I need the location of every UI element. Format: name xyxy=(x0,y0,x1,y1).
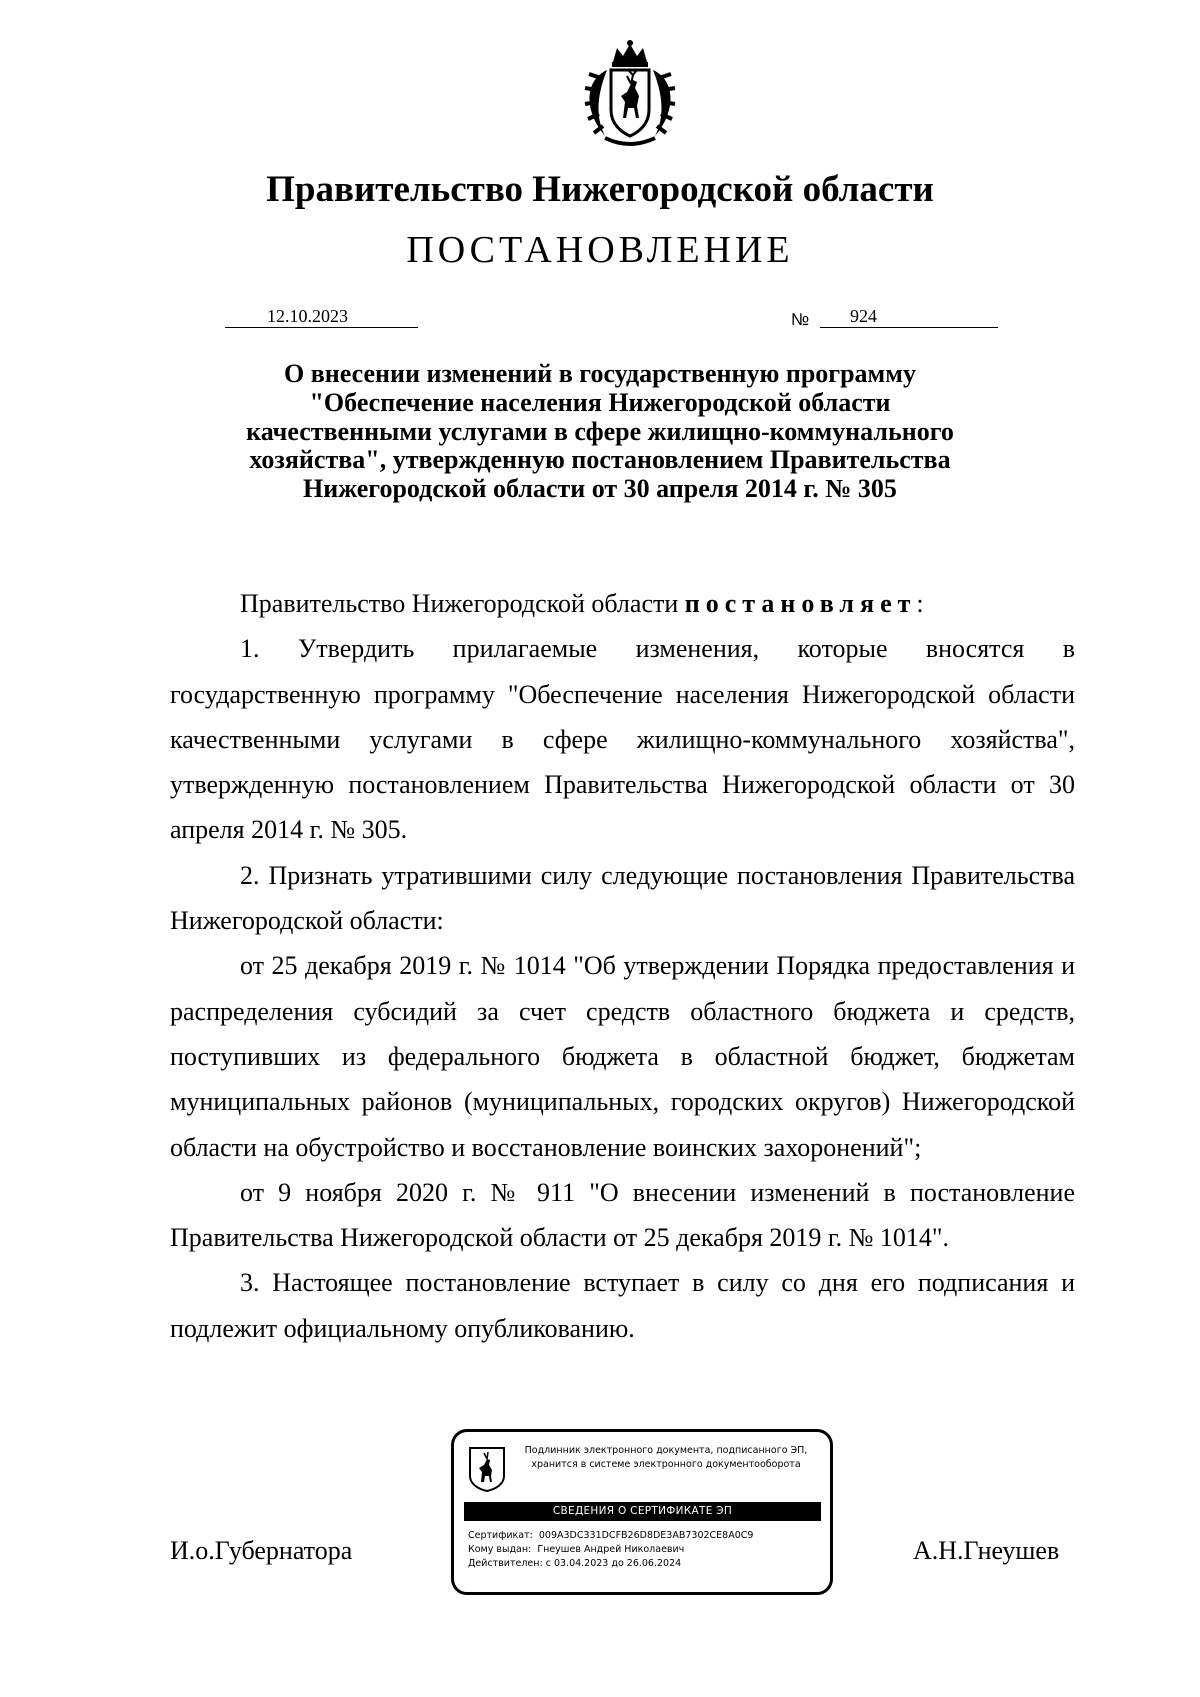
certificate-value: 009A3DC331DCFB26D8DE3AB7302CE8A0C9 xyxy=(538,1530,754,1541)
stamp-header-line: Подлинник электронного документа, подписанного ЭП, xyxy=(524,1445,808,1456)
document-title xyxy=(170,360,1030,504)
preamble-prefix: Правительство Нижегородской области xyxy=(240,589,685,618)
valid-label: Действителен: xyxy=(468,1558,543,1569)
valid-value: с 03.04.2023 до 26.06.2024 xyxy=(545,1558,682,1569)
coat-of-arms-icon xyxy=(575,40,685,148)
stamp-certificate-details xyxy=(468,1529,753,1571)
signer-name: А.Н.Гнеушев xyxy=(913,1536,1060,1565)
organization-name: Правительство Нижегородской области xyxy=(266,169,934,210)
issued-to-row xyxy=(468,1543,753,1557)
title-line: О внесении изменений в государственную программу xyxy=(284,359,916,388)
signer-position: И.о.Губернатора xyxy=(170,1536,353,1565)
title-line: "Обеспечение населения Нижегородской области xyxy=(309,387,891,417)
deer-emblem-icon xyxy=(468,1446,506,1492)
paragraph-2: 2. Признать утратившими силу следующие постановления Правительства Нижегородской области: xyxy=(170,860,1075,936)
paragraph-2-item-1: от 25 декабря 2019 г. № 1014 "Об утверждении Порядка предоставления и распределения субсидий за счет средств областного бюджета и средств, поступивших из федерального бюджета в областной бюджет, бюджетам муниципальных районов (муниципальных, городских округов) Нижегородской области на обустройство и восстановление воинских захоронений"; xyxy=(170,951,1075,1162)
title-line: Нижегородской области от 30 апреля 2014 г. № 305 xyxy=(303,474,897,504)
issued-to-value: Гнеушев Андрей Николаевич xyxy=(537,1544,685,1555)
certificate-row xyxy=(468,1529,753,1543)
document-body xyxy=(170,581,1075,1351)
document-number: 924 xyxy=(820,305,998,328)
electronic-signature-stamp xyxy=(451,1429,833,1595)
number-sign: № xyxy=(791,310,810,329)
paragraph-1: 1. Утвердить прилагаемые изменения, которые вносятся в государственную программу "Обеспечение населения Нижегородской области качественными услугами в сфере жилищно-коммунального хозяйства", утвержденную постановлением Правительства Нижегородской области от 30 апреля 2014 г. № 305. xyxy=(170,634,1075,845)
preamble-suffix: : xyxy=(916,589,924,618)
certificate-label: Сертификат: xyxy=(468,1530,533,1541)
stamp-certificate-bar: СВЕДЕНИЯ О СЕРТИФИКАТЕ ЭП xyxy=(464,1502,821,1521)
preamble xyxy=(170,581,1075,626)
stamp-header-line: хранится в системе электронного документооборота xyxy=(531,1459,801,1470)
paragraph-2-item-2: от 9 ноября 2020 г. № 911 "О внесении изменений в постановление Правительства Нижегородской области от 25 декабря 2019 г. № 1014". xyxy=(170,1177,1075,1253)
preamble-verb: постановляет xyxy=(684,589,917,618)
issued-to-label: Кому выдан: xyxy=(468,1544,532,1555)
stamp-header xyxy=(516,1444,816,1472)
title-line: хозяйства", утвержденную постановлением Правительства xyxy=(249,445,951,475)
document-date: 12.10.2023 xyxy=(225,305,418,328)
paragraph-3: 3. Настоящее постановление вступает в силу со дня его подписания и подлежит официальному опубликованию. xyxy=(170,1268,1075,1343)
valid-row xyxy=(468,1557,753,1571)
title-line: качественными услугами в сфере жилищно-коммунального xyxy=(246,416,954,446)
document-type: ПОСТАНОВЛЕНИЕ xyxy=(406,229,794,271)
